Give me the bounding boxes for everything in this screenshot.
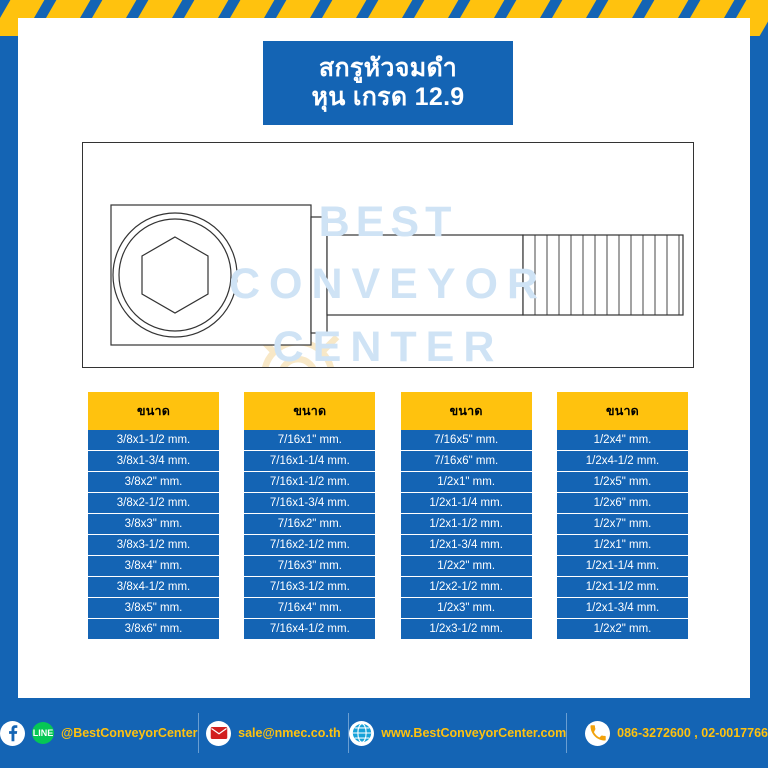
table-row: 3/8x3" mm. <box>88 514 219 535</box>
table-row: 3/8x4-1/2 mm. <box>88 577 219 598</box>
table-row: 7/16x1" mm. <box>244 430 375 451</box>
watermark-line-3: CENTER <box>272 322 504 368</box>
table-row: 7/16x2-1/2 mm. <box>244 535 375 556</box>
phone-icon <box>585 721 610 746</box>
table-row: 7/16x4" mm. <box>244 598 375 619</box>
table-row: 7/16x5" mm. <box>401 430 532 451</box>
table-row: 1/2x2" mm. <box>557 619 688 639</box>
footer-contact-bar <box>0 698 768 768</box>
table-row: 3/8x4" mm. <box>88 556 219 577</box>
table-row: 7/16x1-3/4 mm. <box>244 493 375 514</box>
phone-numbers: 086-3272600 , 02-0017766 <box>617 726 768 740</box>
table-row: 1/2x1-1/2 mm. <box>401 514 532 535</box>
table-row: 1/2x4" mm. <box>557 430 688 451</box>
globe-icon <box>349 721 374 746</box>
title-line-2: หุน เกรด 12.9 <box>311 83 465 111</box>
facebook-icon <box>0 721 25 746</box>
table-row: 7/16x6" mm. <box>401 451 532 472</box>
table-row: 1/2x1-1/2 mm. <box>557 577 688 598</box>
table-header: ขนาด <box>88 392 219 430</box>
table-row: 1/2x1-3/4 mm. <box>557 598 688 619</box>
table-row: 1/2x1-1/4 mm. <box>557 556 688 577</box>
size-table-3 <box>401 392 532 639</box>
table-row: 1/2x4-1/2 mm. <box>557 451 688 472</box>
table-row: 7/16x4-1/2 mm. <box>244 619 375 639</box>
facebook-handle: @BestConveyorCenter <box>61 726 198 740</box>
size-tables <box>88 392 688 639</box>
size-table-1 <box>88 392 219 639</box>
footer-website[interactable] <box>349 698 566 768</box>
content-card <box>18 18 750 716</box>
table-row: 1/2x6" mm. <box>557 493 688 514</box>
footer-facebook[interactable] <box>0 698 198 768</box>
table-row: 7/16x2" mm. <box>244 514 375 535</box>
table-row: 3/8x3-1/2 mm. <box>88 535 219 556</box>
footer-phone[interactable] <box>567 698 768 768</box>
page-title <box>263 41 513 125</box>
table-row: 1/2x7" mm. <box>557 514 688 535</box>
table-row: 7/16x3-1/2 mm. <box>244 577 375 598</box>
table-row: 1/2x1-1/4 mm. <box>401 493 532 514</box>
table-row: 7/16x3" mm. <box>244 556 375 577</box>
table-row: 1/2x5" mm. <box>557 472 688 493</box>
website-url: www.BestConveyorCenter.com <box>381 726 567 740</box>
table-row: 1/2x3" mm. <box>401 598 532 619</box>
email-address: sale@nmec.co.th <box>238 726 341 740</box>
table-row: 1/2x1-3/4 mm. <box>401 535 532 556</box>
watermark-line-1: BEST <box>318 198 458 246</box>
size-table-4 <box>557 392 688 639</box>
socket-head-cap-screw-drawing <box>83 143 693 367</box>
table-header: ขนาด <box>401 392 532 430</box>
table-row: 1/2x1" mm. <box>401 472 532 493</box>
table-row: 3/8x6" mm. <box>88 619 219 639</box>
table-row: 1/2x1" mm. <box>557 535 688 556</box>
product-image-box <box>82 142 694 368</box>
table-row: 3/8x5" mm. <box>88 598 219 619</box>
table-header: ขนาด <box>244 392 375 430</box>
watermark-line-2: CONVEYOR <box>228 260 548 309</box>
table-row: 3/8x2" mm. <box>88 472 219 493</box>
footer-email[interactable] <box>198 698 348 768</box>
table-row: 1/2x3-1/2 mm. <box>401 619 532 639</box>
title-line-1: สกรูหัวจมดำ <box>318 53 458 82</box>
table-row: 3/8x2-1/2 mm. <box>88 493 219 514</box>
table-row: 3/8x1-3/4 mm. <box>88 451 219 472</box>
table-header: ขนาด <box>557 392 688 430</box>
line-icon: LINE <box>32 722 54 744</box>
table-row: 7/16x1-1/2 mm. <box>244 472 375 493</box>
table-row: 7/16x1-1/4 mm. <box>244 451 375 472</box>
table-row: 3/8x1-1/2 mm. <box>88 430 219 451</box>
table-row: 1/2x2" mm. <box>401 556 532 577</box>
email-icon <box>206 721 231 746</box>
size-table-2 <box>244 392 375 639</box>
table-row: 1/2x2-1/2 mm. <box>401 577 532 598</box>
